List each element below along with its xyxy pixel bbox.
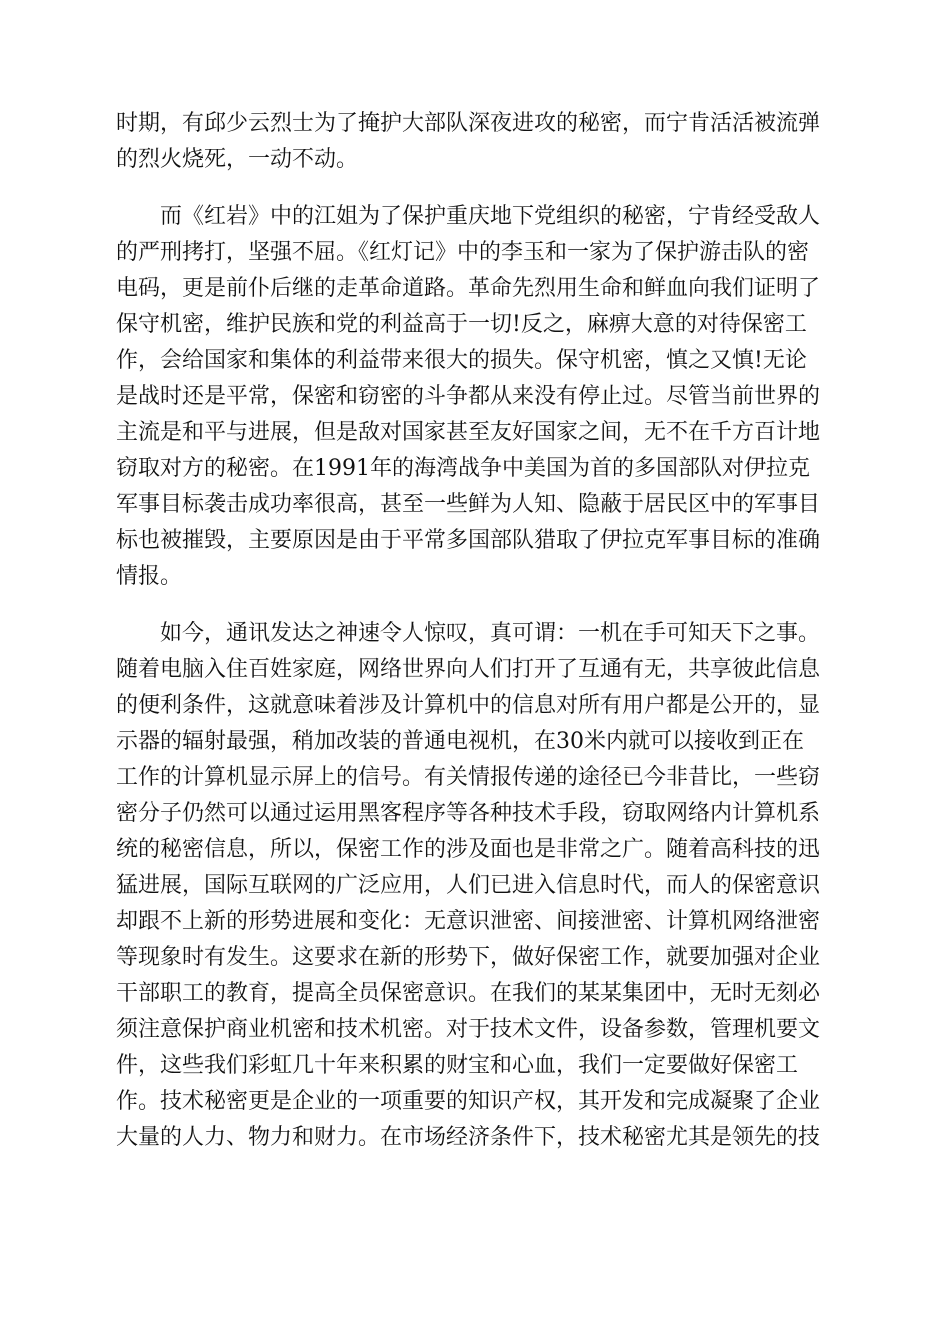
text-line: 的便利条件，这就意味着涉及计算机中的信息对所有用户都是公开的，显 [116, 693, 821, 718]
text-line: 作，会给国家和集体的利益带来很大的损失。保守机密，慎之又慎!无论 [116, 348, 807, 373]
text-line: 却跟不上新的形势进展和变化：无意识泄密、间接泄密、计算机网络泄密 [116, 909, 821, 934]
text-line: 是战时还是平常，保密和窃密的斗争都从来没有停止过。尽管当前世界的 [116, 384, 821, 409]
text-line: 作。技术秘密更是企业的一项重要的知识产权，其开发和完成凝聚了企业 [116, 1089, 821, 1114]
text-line: 干部职工的教育，提高全员保密意识。在我们的某某集团中，无时无刻必 [116, 981, 821, 1006]
text-line: 电码，更是前仆后继的走革命道路。革命先烈用生命和鲜血向我们证明了 [116, 276, 821, 301]
text-line: 随着电脑入住百姓家庭，网络世界向人们打开了互通有无，共享彼此信息 [116, 657, 821, 682]
text-line: 而《红岩》中的江姐为了保护重庆地下党组织的秘密，宁肯经受敌人 [116, 204, 821, 229]
text-line: 密分子仍然可以通过运用黑客程序等各种技术手段，窃取网络内计算机系 [116, 801, 821, 826]
text-line: 大量的人力、物力和财力。在市场经济条件下，技术秘密尤其是领先的技 [116, 1125, 821, 1150]
text-line: 的严刑拷打，坚强不屈。《红灯记》中的李玉和一家为了保护游击队的密 [116, 240, 810, 265]
text-line: 统的秘密信息，所以，保密工作的涉及面也是非常之广。随着高科技的迅 [116, 837, 821, 862]
text-line: 军事目标袭击成功率很高，甚至一些鲜为人知、隐蔽于居民区中的军事目 [116, 492, 821, 517]
text-line: 猛进展，国际互联网的广泛应用，人们已进入信息时代，而人的保密意识 [116, 873, 821, 898]
text-line: 保守机密，维护民族和党的利益高于一切!反之，麻痹大意的对待保密工 [116, 312, 807, 337]
text-line: 主流是和平与进展，但是敌对国家甚至友好国家之间，无不在千方百计地 [116, 420, 821, 445]
text-line: 须注意保护商业机密和技术机密。对于技术文件，设备参数，管理机要文 [116, 1017, 821, 1042]
paragraph-2 [116, 199, 832, 595]
text-line: 标也被摧毁，主要原因是由于平常多国部队猎取了伊拉克军事目标的准确 [116, 528, 821, 553]
text-line: 窃取对方的秘密。在1991年的海湾战争中美国为首的多国部队对伊拉克 [116, 456, 810, 481]
text-line: 示器的辐射最强，稍加改装的普通电视机，在30米内就可以接收到正在 [116, 729, 804, 754]
paragraph-1 [116, 106, 832, 178]
text-line: 工作的计算机显示屏上的信号。有关情报传递的途径已今非昔比，一些窃 [116, 765, 821, 790]
text-line: 件，这些我们彩虹几十年来积累的财宝和心血，我们一定要做好保密工 [116, 1053, 799, 1078]
text-line: 如今，通讯发达之神速令人惊叹，真可谓：一机在手可知天下之事。 [116, 621, 821, 646]
paragraph-3 [116, 616, 832, 1156]
text-line: 等现象时有发生。这要求在新的形势下，做好保密工作，就要加强对企业 [116, 945, 821, 970]
text-line: 情报。 [116, 564, 183, 589]
text-line: 的烈火烧死，一动不动。 [116, 147, 359, 172]
text-line: 时期，有邱少云烈士为了掩护大部队深夜进攻的秘密，而宁肯活活被流弹 [116, 111, 821, 136]
